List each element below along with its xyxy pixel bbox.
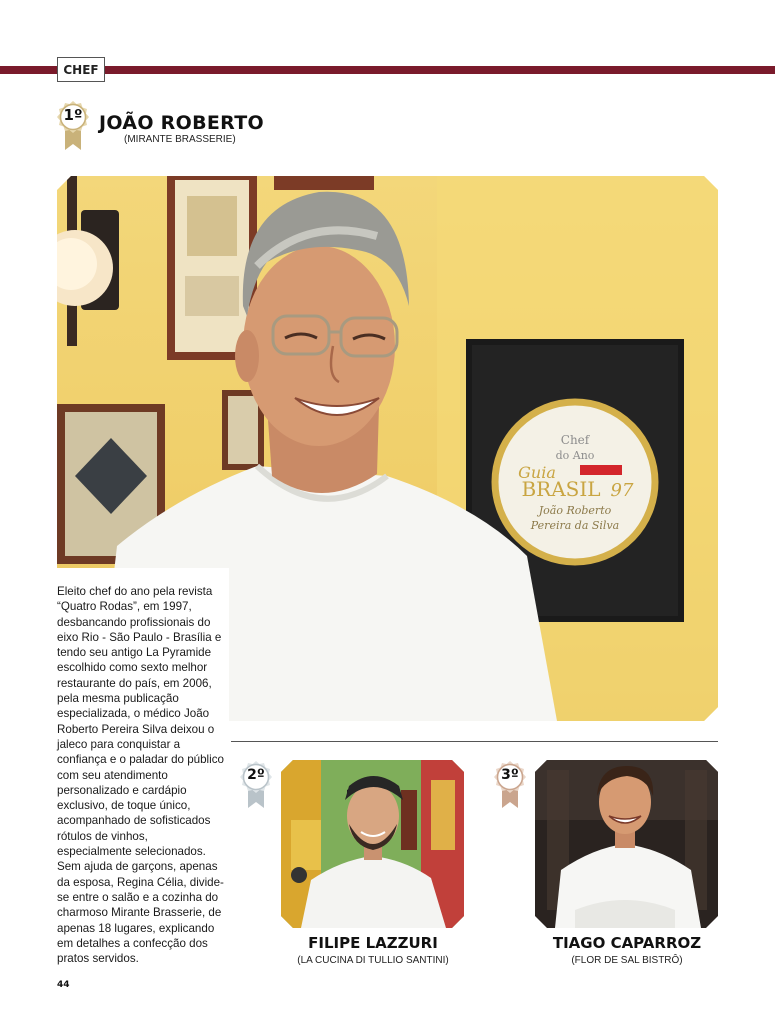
third-place-medal-icon bbox=[492, 760, 528, 810]
first-place-medal-icon bbox=[55, 100, 91, 152]
section-tag: CHEF bbox=[57, 57, 105, 82]
winner-restaurant: (MIRANTE BRASSERIE) bbox=[124, 134, 236, 145]
header-rule bbox=[0, 66, 775, 74]
first-place-rank: 1º bbox=[63, 106, 83, 124]
second-chef-name: FILIPE LAZZURI bbox=[308, 934, 438, 952]
plaque-brand: BRASIL bbox=[521, 477, 601, 501]
third-place-rank: 3º bbox=[501, 767, 519, 783]
second-place-rank: 2º bbox=[247, 767, 265, 783]
plaque-line1: Chef bbox=[560, 433, 590, 447]
plaque-line2: do Ano bbox=[555, 449, 595, 462]
plaque-guide: Guia bbox=[518, 463, 556, 482]
third-chef-name: TIAGO CAPARROZ bbox=[552, 934, 702, 952]
section-divider bbox=[231, 741, 718, 742]
page-number: 44 bbox=[57, 980, 70, 990]
article-body: Eleito chef do ano pela revista “Quatro Rodas”, em 1997, desbancando profissionais do eixo Rio - São Paulo - Brasília e tendo seu antigo La Pyramide escolhido como sexto melhor restaurante do país, em 2006, pela mesma publicação especializada, o médico João Roberto Pereira Silva deixou o jaleco para conquistar a confiança e o paladar do público com seu atendimento personalizado e cardápio exclusivo, de toque único, acompanhado de sofisticados rótulos de vinhos, especialmente selecionados. Sem ajuda de garçons, apenas da esposa, Regina Célia, divide-se entre o salão e a cozinha do charmoso Mirante Brasserie, de apenas 18 lugares, explicando em detalhes a confecção dos pratos servidos. bbox=[57, 585, 224, 966]
second-chef-restaurant: (LA CUCINA DI TULLIO SANTINI) bbox=[297, 955, 449, 966]
third-chef-photo bbox=[535, 760, 718, 928]
plaque-line6: Pereira da Silva bbox=[530, 519, 620, 532]
plaque-line5: João Roberto bbox=[538, 504, 612, 517]
plaque-year: 97 bbox=[610, 480, 634, 501]
winner-name: JOÃO ROBERTO bbox=[99, 112, 264, 134]
second-chef-photo bbox=[281, 760, 464, 928]
third-chef-restaurant: (FLOR DE SAL BISTRÔ) bbox=[571, 955, 683, 966]
second-place-medal-icon bbox=[238, 760, 274, 810]
